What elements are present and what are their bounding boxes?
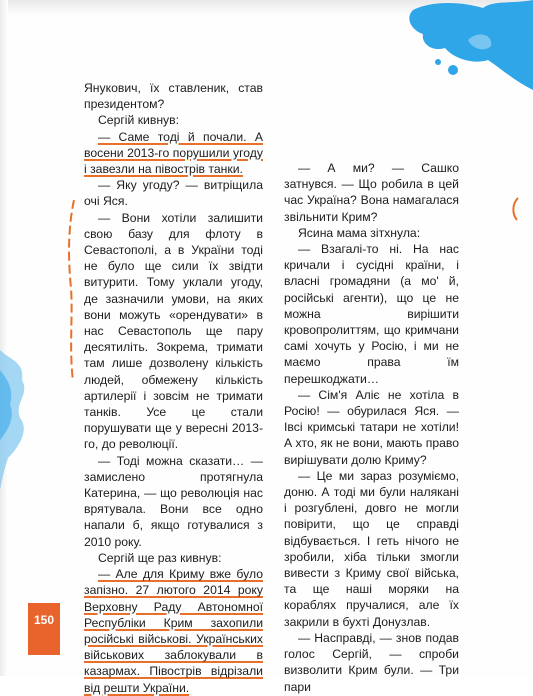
text-column-left bbox=[84, 80, 263, 696]
paragraph: — Насправді, — знов подав голос Сергій, — спроби визволити Крим були. — Три пари bbox=[284, 630, 459, 694]
paragraph: — Це ми зараз розуміємо, доню. А тоді ми були налякані і розгублені, довго не могли повірити, що це справді відбувається. І геть нічого не зробили, хіба тільки змогли вивести з Криму свої війська, та ще наші моряки на кораблях пручалися, але їх закрили в бухті Донузлав. bbox=[284, 468, 459, 629]
paragraph: — Вони хотіли залишити свою базу для флоту в Севастополі, а в України тоді не було ще сили їх звідти витурити. Тому уклали угоду, де зазначили умови, на яких вони можуть «орендувати» в нас Севастополь ще пару десятиліть. Зокрема, тримати там лише дозволену кількість людей, обмежену кількість артилерії і зовсім не тримати танків. Усе це стали порушувати ще у вересні 2013-го, до революції. bbox=[84, 210, 263, 452]
paragraph: — Взагалі-то ні. На нас кричали і сусідні країни, і власні громадяни (а мо' й, російські агенти), що це не можна вирішити кровопролиттям, що кримчани самі хочуть у Росію, і ми не маємо права їм перешкоджати… bbox=[284, 242, 459, 386]
paragraph-highlighted: — Саме тоді й почали. А восени 2013-го порушили угоду і завезли на півострів танки. bbox=[84, 129, 263, 177]
paragraph: Янукович, їх ставленик, став президентом? bbox=[84, 81, 263, 112]
paragraph: Ясина мама зітхнула: bbox=[298, 225, 421, 240]
orange-margin-bracket-right bbox=[509, 196, 521, 222]
page-left-edge bbox=[0, 0, 8, 676]
orange-margin-bracket-left bbox=[64, 198, 78, 383]
blue-paint-splash-left bbox=[0, 340, 40, 490]
paragraph: Сергій кивнув: bbox=[98, 113, 180, 128]
paragraph: — Тоді можна сказати… — замислено протягнула Катерина, — що революція нас врятувала. Вони все одно напали б, якщо готувалися з 2010 року. bbox=[84, 453, 263, 549]
paragraph: — Яку угоду? — витріщила очі Яся. bbox=[84, 178, 263, 209]
paragraph-highlighted: — Але для Криму вже було запізно. 27 лютого 2014 року Верховну Раду Автономної Республіки Крим захопили російські військові. Українських військових заблокували в казармах. Півострів відрізали від решти України. bbox=[84, 567, 263, 695]
page-number: 150 bbox=[33, 613, 55, 627]
paragraph: — Сім'я Аліє не хотіла в Росію! — обурилася Яся. — Івсі кримські татари не хотіли! А хто, як не вони, мають право вирішувати долю Криму? bbox=[284, 387, 459, 467]
paragraph: — А ми? — Сашко затнувся. — Що робила в цей час Україна? Вона намагалася звільнити Крим? bbox=[284, 161, 459, 224]
paragraph: Сергій ще раз кивнув: bbox=[98, 550, 222, 565]
blue-paint-splash-top bbox=[393, 0, 533, 90]
text-column-right bbox=[284, 160, 459, 695]
page-number-badge bbox=[28, 603, 60, 655]
